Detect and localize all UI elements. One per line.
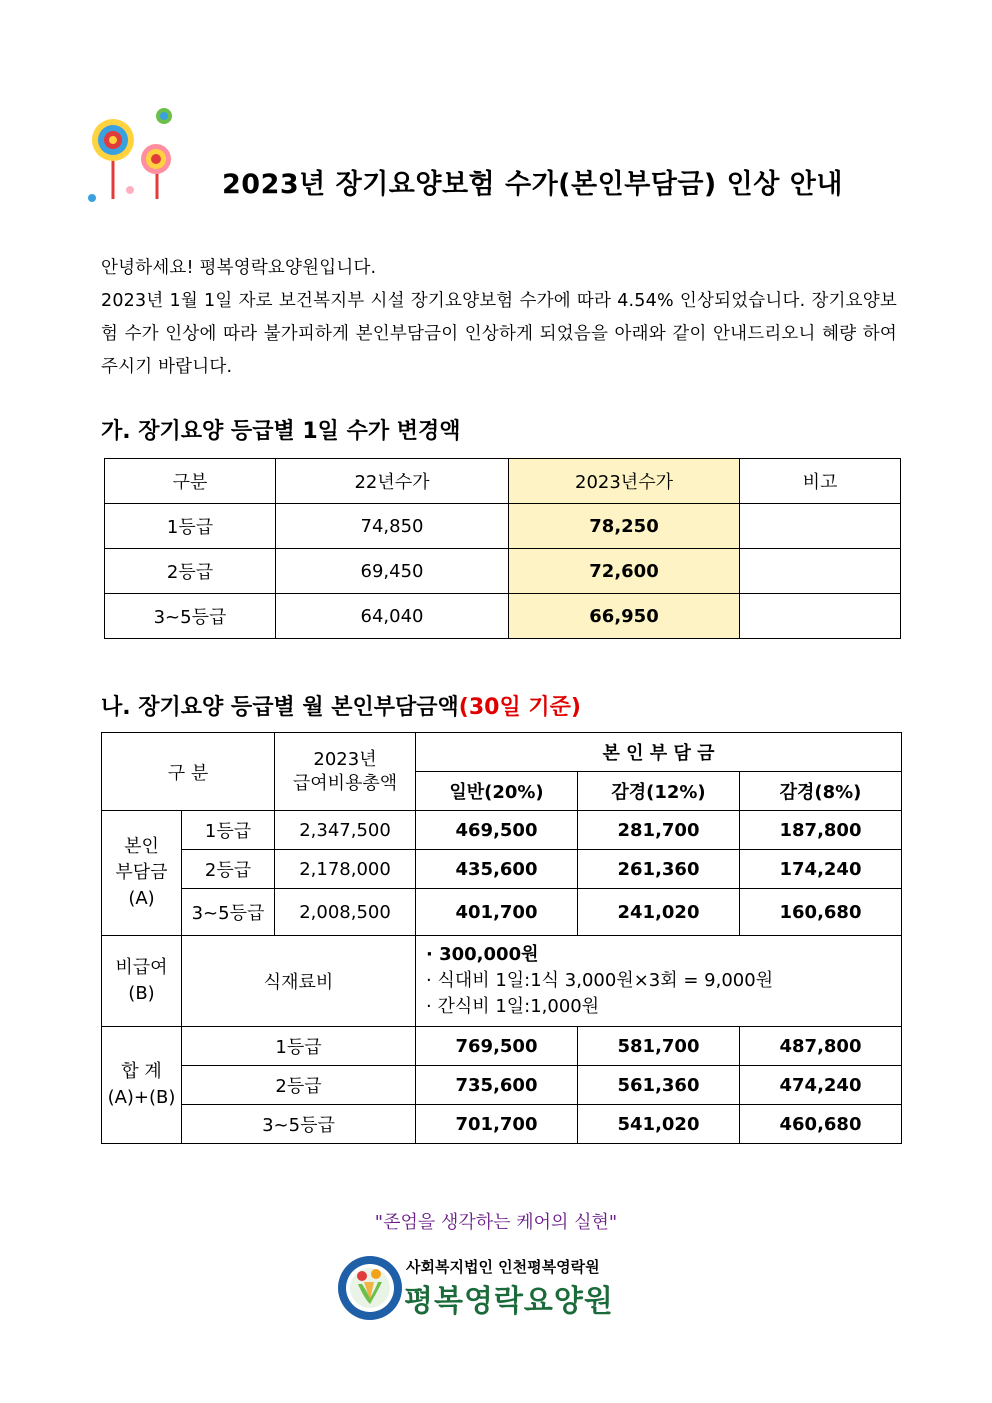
header-general: 일반(20%): [416, 772, 578, 811]
reduced-8-cell: 160,680: [740, 889, 902, 936]
table-row: [105, 549, 901, 594]
grade-cell: 2등급: [182, 1066, 416, 1105]
group-label-line: 합 계: [121, 1061, 162, 1082]
group-label-line: (A): [128, 888, 155, 909]
header-reduced-8: 감경(8%): [740, 772, 902, 811]
group-label-line: (A)+(B): [107, 1087, 176, 1108]
pinwheel-decoration-icon: [86, 104, 178, 204]
table-row: [102, 1105, 902, 1144]
reduced-12-cell: 541,020: [578, 1105, 740, 1144]
page-title: 2023년 장기요양보험 수가(본인부담금) 인상 안내: [222, 169, 843, 200]
section1-heading: 가. 장기요양 등급별 1일 수가 변경액: [101, 419, 461, 444]
header-cell: 구분: [105, 459, 276, 504]
section2-heading-note: (30일 기준): [458, 695, 581, 720]
slogan: "존엄을 생각하는 케어의 실현": [374, 1212, 618, 1233]
intro-body: 2023년 1월 1일 자로 보건복지부 시설 장기요양보험 수가에 따라 4.54% 인상되었습니다. 장기요양보험 수가 인상에 따라 불가피하게 본인부담금이 인상하게 되었음을 아래와 같이 안내드리오니 혜량 하여 주시기 바랍니다.: [101, 291, 897, 377]
nonbenefit-detail: [416, 936, 902, 1027]
reduced-8-cell: 460,680: [740, 1105, 902, 1144]
section2-heading: [101, 690, 581, 721]
monthly-copay-table: [101, 732, 902, 1144]
grade-cell: 1등급: [182, 1027, 416, 1066]
intro-text: [101, 252, 897, 384]
reduced-12-cell: 241,020: [578, 889, 740, 936]
header-reduced-12: 감경(12%): [578, 772, 740, 811]
table-header-row: [105, 459, 901, 504]
total-cell: 2,347,500: [275, 811, 416, 850]
new-fee-cell: 66,950: [509, 594, 740, 639]
table-row: [102, 1066, 902, 1105]
nonbenefit-line: · 300,000원: [426, 944, 539, 965]
table-row: [105, 594, 901, 639]
grade-cell: 3~5등급: [105, 594, 276, 639]
nonbenefit-label: 식재료비: [182, 936, 416, 1027]
note-cell: [740, 594, 901, 639]
general-cell: 435,600: [416, 850, 578, 889]
reduced-12-cell: 261,360: [578, 850, 740, 889]
general-cell: 401,700: [416, 889, 578, 936]
organization-name: 평복영락요양원: [404, 1284, 614, 1319]
header-category: 구 분: [102, 733, 275, 811]
reduced-12-cell: 581,700: [578, 1027, 740, 1066]
header-total-year: 2023년: [313, 748, 377, 770]
total-cell: 2,008,500: [275, 889, 416, 936]
table-row: [102, 936, 902, 1027]
intro-greeting: 안녕하세요! 평복영락요양원입니다.: [101, 258, 377, 278]
table-row: [102, 889, 902, 936]
general-cell: 469,500: [416, 811, 578, 850]
sum-group-label: [102, 1027, 182, 1144]
header-cell: 비고: [740, 459, 901, 504]
table-row: [102, 811, 902, 850]
organization-subtitle: 사회복지법인 인천평복영락원: [406, 1258, 600, 1276]
grade-cell: 2등급: [105, 549, 276, 594]
copay-group-label: [102, 811, 182, 936]
nonbenefit-line: · 간식비 1일:1,000원: [426, 996, 600, 1017]
total-cell: 2,178,000: [275, 850, 416, 889]
grade-cell: 1등급: [105, 504, 276, 549]
table-row: [102, 1027, 902, 1066]
group-label-line: 본인: [124, 836, 159, 857]
header-cell: 22년수가: [276, 459, 509, 504]
old-fee-cell: 64,040: [276, 594, 509, 639]
new-fee-cell: 78,250: [509, 504, 740, 549]
reduced-8-cell: 487,800: [740, 1027, 902, 1066]
general-cell: 735,600: [416, 1066, 578, 1105]
old-fee-cell: 74,850: [276, 504, 509, 549]
header-total: [275, 733, 416, 811]
table-row: [102, 850, 902, 889]
group-label-line: 비급여: [115, 957, 168, 978]
reduced-12-cell: 281,700: [578, 811, 740, 850]
daily-fee-table: [104, 458, 901, 639]
grade-cell: 2등급: [182, 850, 275, 889]
grade-cell: 3~5등급: [182, 1105, 416, 1144]
reduced-8-cell: 187,800: [740, 811, 902, 850]
group-label-line: 부담금: [115, 862, 168, 883]
reduced-8-cell: 474,240: [740, 1066, 902, 1105]
section2-heading-text: 나. 장기요양 등급별 월 본인부담금액: [101, 695, 459, 720]
new-fee-cell: 72,600: [509, 549, 740, 594]
header-copay: 본 인 부 담 금: [416, 733, 902, 772]
grade-cell: 3~5등급: [182, 889, 275, 936]
grade-cell: 1등급: [182, 811, 275, 850]
note-cell: [740, 549, 901, 594]
note-cell: [740, 504, 901, 549]
table-header-row: [102, 733, 902, 772]
header-cell-highlight: 2023년수가: [509, 459, 740, 504]
nonbenefit-line: · 식대비 1일:1식 3,000원×3회 = 9,000원: [426, 970, 774, 991]
reduced-12-cell: 561,360: [578, 1066, 740, 1105]
general-cell: 701,700: [416, 1105, 578, 1144]
nonbenefit-group-label: [102, 936, 182, 1027]
group-label-line: (B): [128, 983, 155, 1004]
reduced-8-cell: 174,240: [740, 850, 902, 889]
general-cell: 769,500: [416, 1027, 578, 1066]
organization-logo-icon: [336, 1254, 404, 1322]
header-total-label: 급여비용총액: [292, 772, 398, 794]
table-row: [105, 504, 901, 549]
old-fee-cell: 69,450: [276, 549, 509, 594]
